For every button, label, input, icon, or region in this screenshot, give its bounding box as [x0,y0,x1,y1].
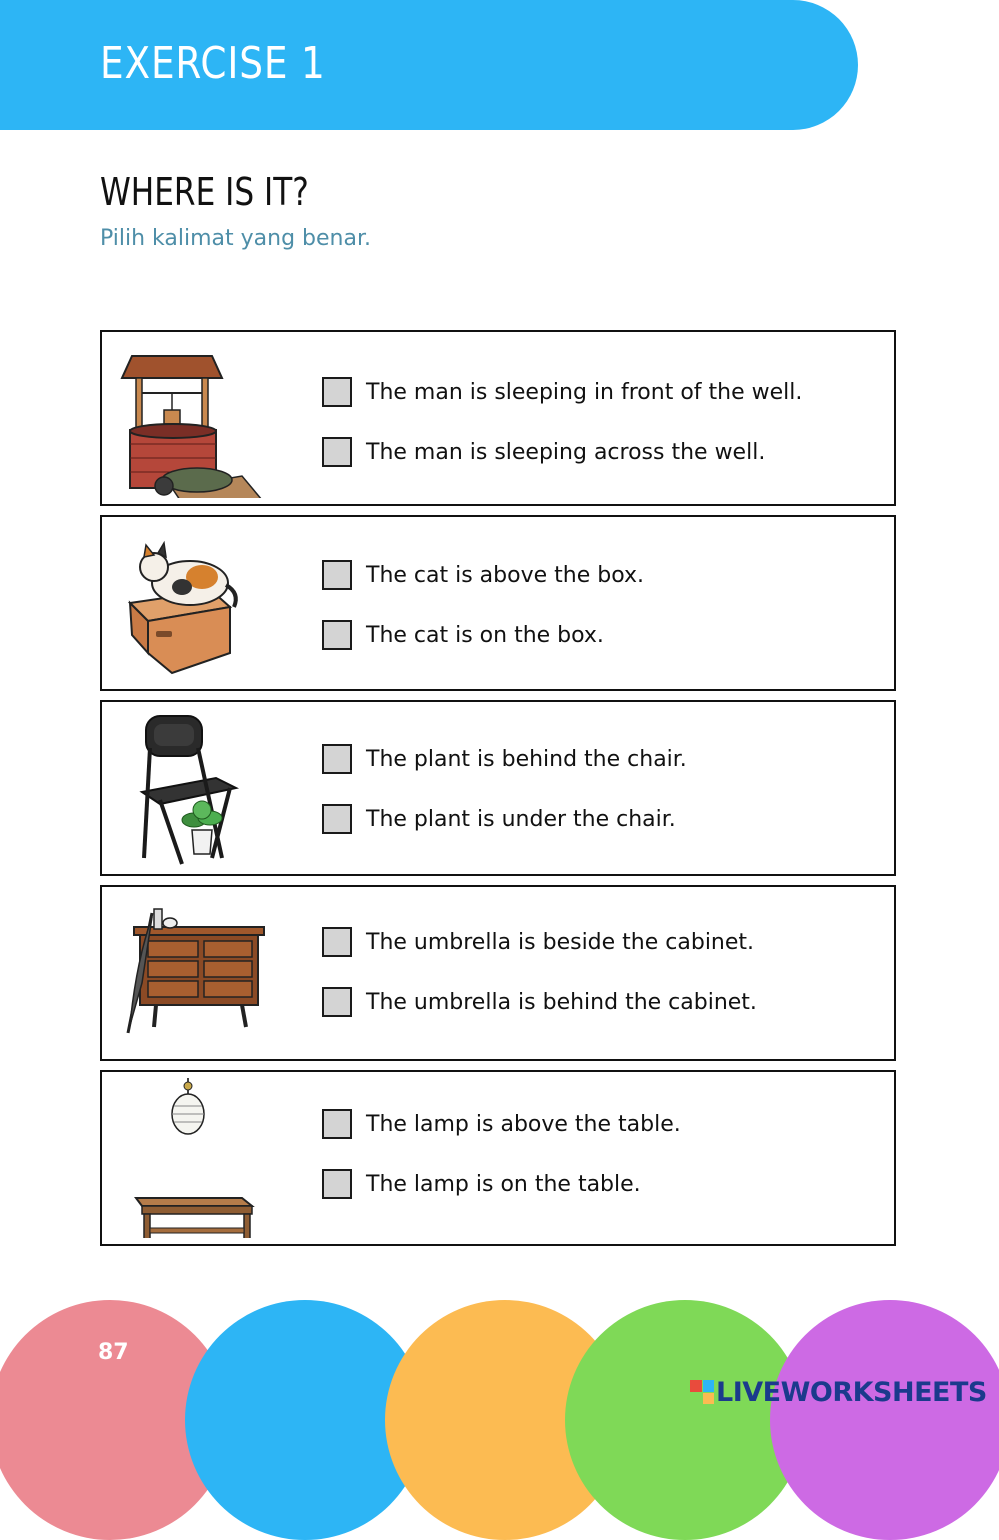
cabinet-umbrella-icon [112,893,282,1053]
option-row[interactable] [322,1107,681,1141]
option-text: The lamp is above the table. [366,1111,681,1137]
exercise-title: EXERCISE 1 [100,38,326,89]
instruction-text: Pilih kalimat yang benar. [100,226,371,251]
option-row[interactable] [322,925,754,959]
answer-checkbox[interactable] [322,437,352,467]
lamp-table-icon [112,1078,282,1238]
option-row[interactable] [322,1167,641,1201]
question-card-1 [100,330,896,506]
option-text: The umbrella is behind the cabinet. [366,989,757,1015]
option-text: The plant is under the chair. [366,806,676,832]
answer-checkbox[interactable] [322,927,352,957]
question-card-3 [100,700,896,876]
chair-plant-icon [112,708,282,868]
brand-name: LIVEWORKSHEETS [716,1376,987,1408]
question-card-4 [100,885,896,1061]
section-title: WHERE IS IT? [100,170,309,214]
option-row[interactable] [322,742,687,776]
option-text: The man is sleeping across the well. [366,439,766,465]
option-row[interactable] [322,435,765,469]
option-row[interactable] [322,985,757,1019]
option-row[interactable] [322,618,604,652]
brand-logo [690,1374,987,1410]
option-text: The cat is on the box. [366,622,604,648]
well-man-icon [112,338,282,498]
cat-box-icon [112,523,282,683]
option-row[interactable] [322,375,802,409]
answer-checkbox[interactable] [322,987,352,1017]
answer-checkbox[interactable] [322,804,352,834]
footer-circle-purple [770,1300,999,1540]
option-row[interactable] [322,558,644,592]
option-row[interactable] [322,802,676,836]
option-text: The umbrella is beside the cabinet. [366,929,755,955]
answer-checkbox[interactable] [322,1169,352,1199]
liveworksheets-logo-icon [690,1380,714,1404]
answer-checkbox[interactable] [322,744,352,774]
question-card-5 [100,1070,896,1246]
option-text: The man is sleeping in front of the well. [366,379,803,405]
option-text: The lamp is on the table. [366,1171,641,1197]
question-card-2 [100,515,896,691]
answer-checkbox[interactable] [322,560,352,590]
option-text: The plant is behind the chair. [366,746,687,772]
answer-checkbox[interactable] [322,377,352,407]
answer-checkbox[interactable] [322,620,352,650]
page-number: 87 [98,1340,129,1365]
answer-checkbox[interactable] [322,1109,352,1139]
option-text: The cat is above the box. [366,562,644,588]
footer-circle-green [565,1300,805,1540]
